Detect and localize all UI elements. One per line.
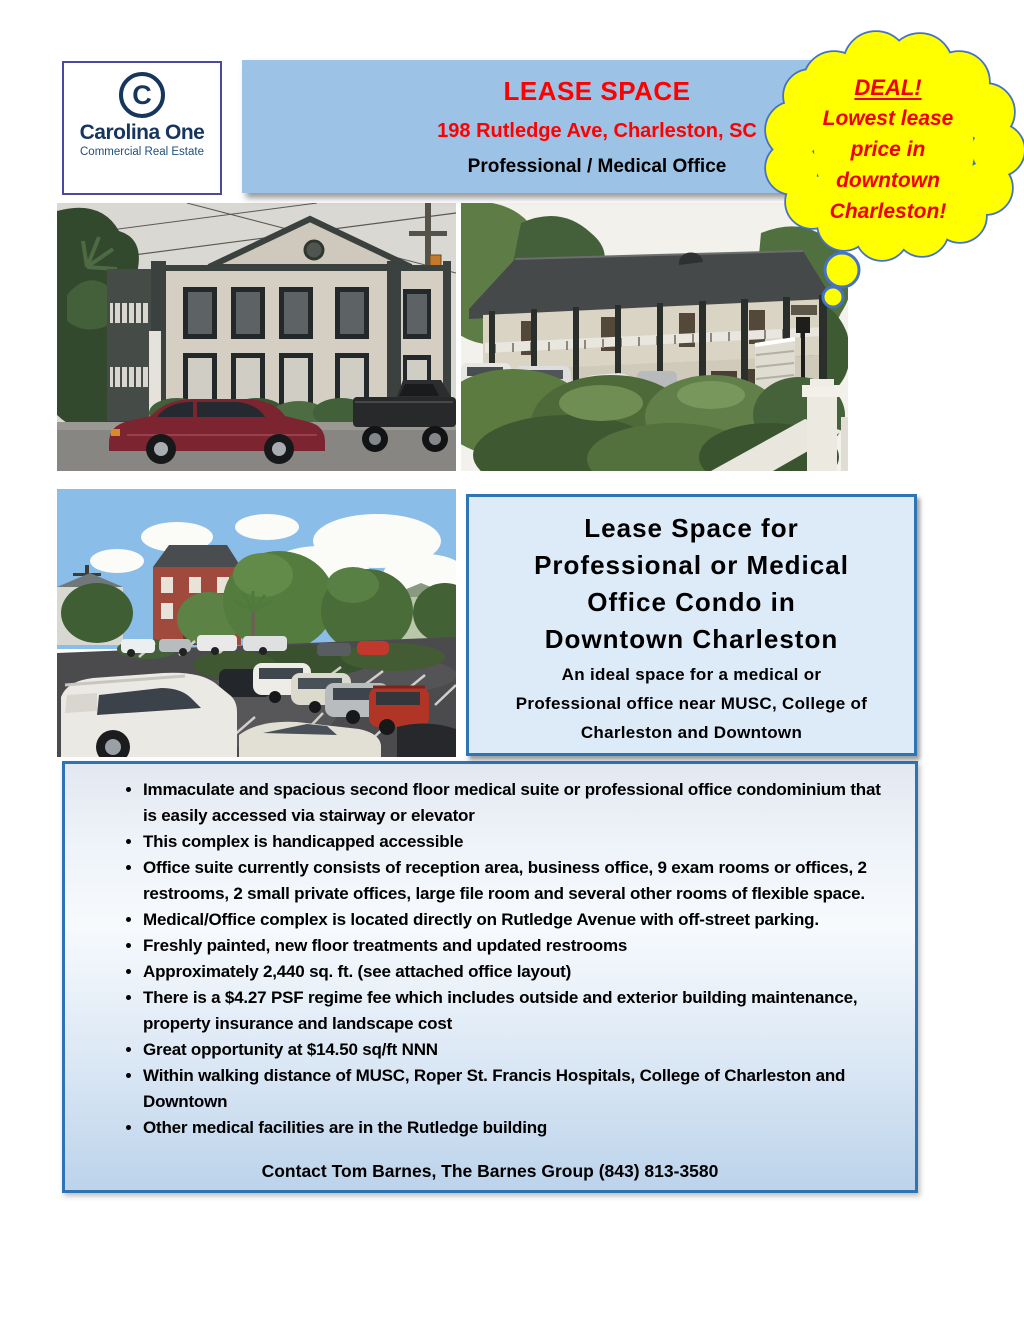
bullet-item: • Medical/Office complex is located directly on Rutledge Avenue with off-street parking.	[143, 907, 887, 933]
header-subtitle: Professional / Medical Office	[467, 156, 727, 177]
bullet-item: • Approximately 2,440 sq. ft. (see attached office layout)	[143, 959, 887, 985]
logo-letter: C	[132, 79, 152, 110]
bullet-item: • Other medical facilities are in the Rutledge building	[143, 1115, 887, 1141]
deal-heading: DEAL!	[854, 75, 922, 100]
info-subtitle-line: An ideal space for a medical or	[561, 665, 822, 684]
photo-office-building-illustration	[57, 203, 456, 471]
photo-parking-lot	[57, 489, 456, 757]
info-subtitle-line: Professional office near MUSC, College of	[515, 694, 868, 713]
header-address: 198 Rutledge Ave, Charleston, SC	[437, 120, 757, 142]
info-title-line: Lease Space for	[584, 513, 799, 543]
photo-office-building-street	[57, 203, 456, 471]
deal-line: Charleston!	[829, 200, 947, 223]
deal-line: price in	[850, 138, 926, 161]
contact-line: Contact Tom Barnes, The Barnes Group (843) 813-3580	[261, 1161, 719, 1181]
bullet-item: • Office suite currently consists of reception area, business office, 9 exam rooms or offices, 2 restrooms, 2 small private offices, large file room and several other rooms of flexible space.	[143, 855, 887, 907]
bullet-item: • There is a $4.27 PSF regime fee which includes outside and exterior building maintenance, property insurance and landscape cost	[143, 985, 887, 1037]
carolina-one-logo	[62, 61, 222, 195]
carolina-one-c-icon	[119, 72, 165, 118]
logo-name: Carolina One	[79, 121, 205, 144]
deal-line: downtown	[836, 169, 940, 192]
photo-parking-lot-illustration	[57, 489, 456, 757]
info-title-line: Office Condo in	[587, 587, 796, 617]
bullet-item: • Within walking distance of MUSC, Roper St. Francis Hospitals, College of Charleston and Downtown	[143, 1063, 887, 1115]
info-title-line: Downtown Charleston	[544, 624, 839, 654]
lease-info-box	[466, 494, 917, 756]
bullet-list	[65, 777, 887, 1141]
info-subtitle-line: Charleston and Downtown	[580, 723, 803, 742]
deal-line: Lowest lease	[822, 107, 954, 130]
bullet-item: • Freshly painted, new floor treatments and updated restrooms	[143, 933, 887, 959]
deal-bubble-text	[762, 72, 1014, 227]
logo-subtitle: Commercial Real Estate	[80, 146, 204, 158]
header-title: LEASE SPACE	[503, 76, 691, 106]
info-title-line: Professional or Medical	[534, 550, 849, 580]
bullet-item: • Great opportunity at $14.50 sq/ft NNN	[143, 1037, 887, 1063]
info-subtitle	[469, 660, 914, 747]
property-details-box	[62, 761, 918, 1193]
deal-bubble	[754, 20, 1024, 316]
bullet-item: • Immaculate and spacious second floor medical suite or professional office condominium that is easily accessed via stairway or elevator	[143, 777, 887, 829]
bullet-item: • This complex is handicapped accessible	[143, 829, 887, 855]
